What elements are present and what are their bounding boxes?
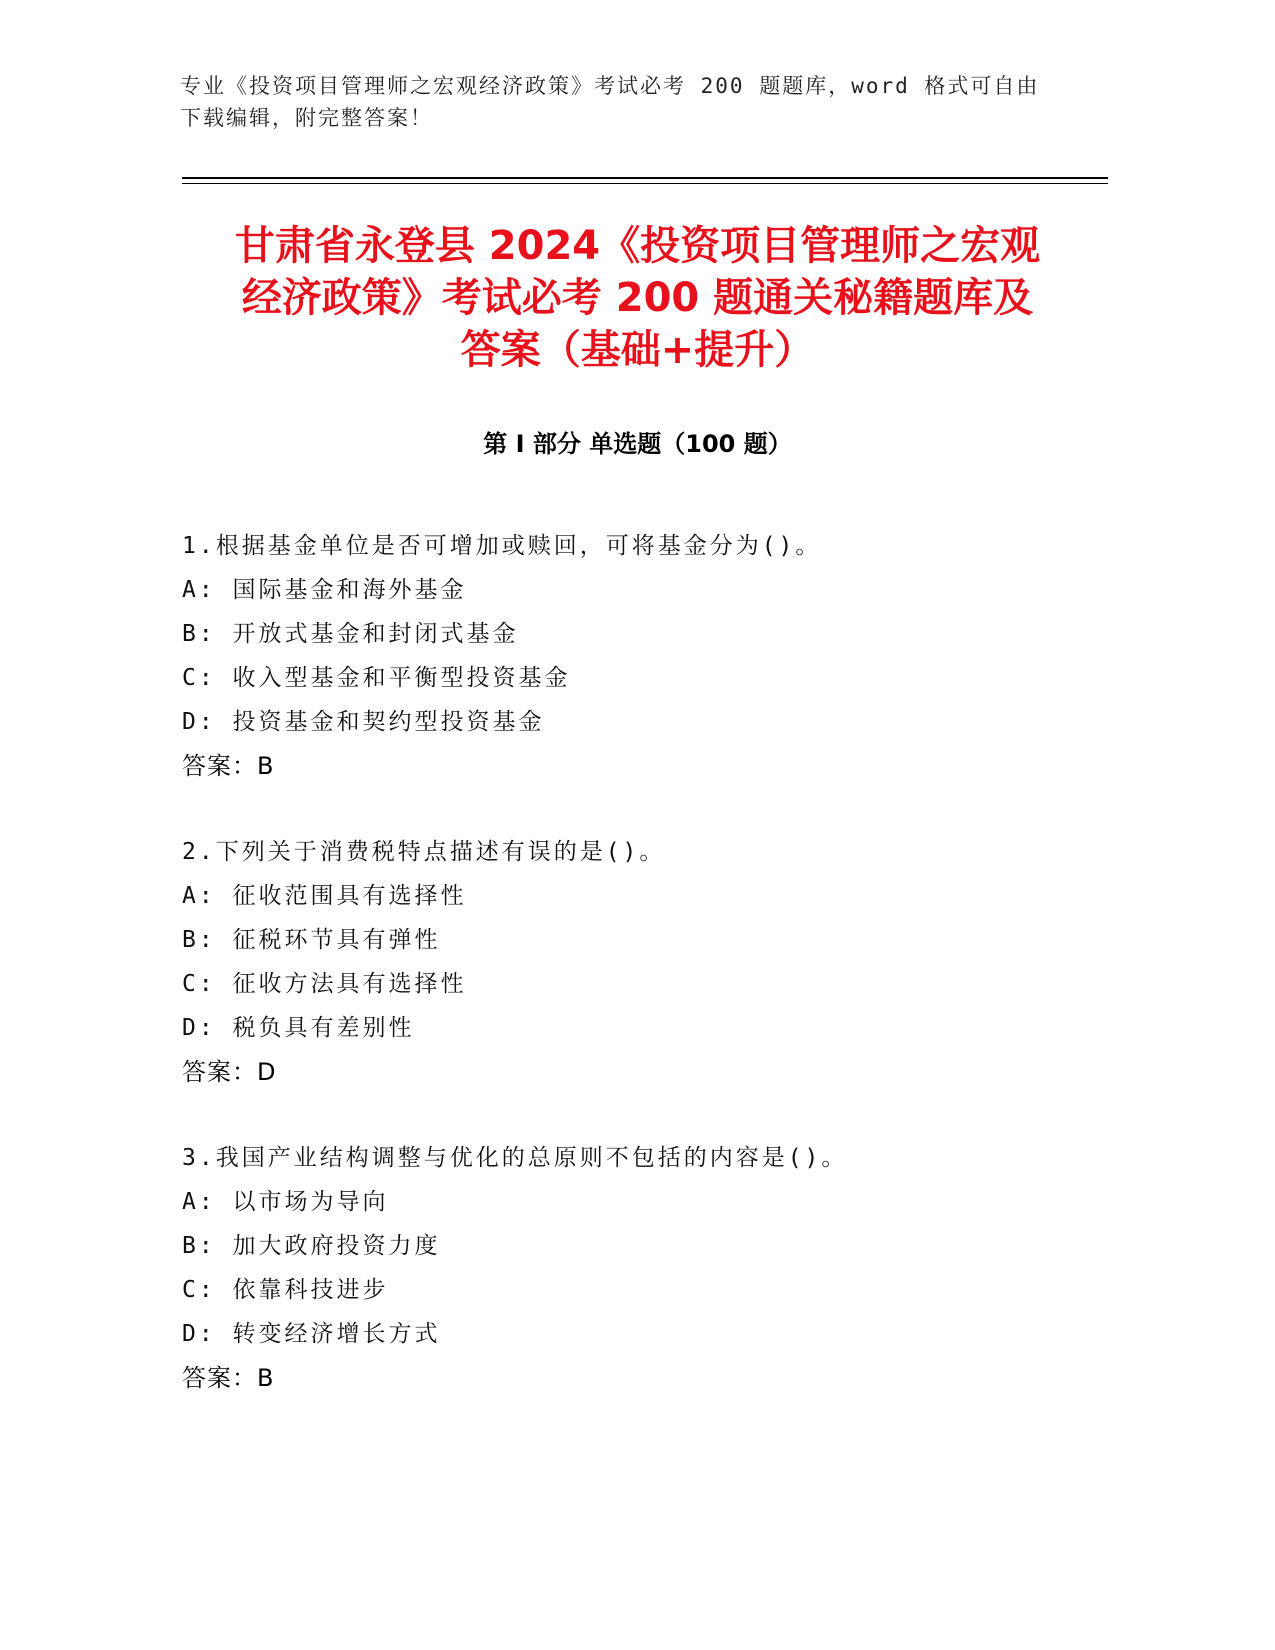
option-a: A: 征收范围具有选择性: [182, 883, 467, 909]
option-d: D: 税负具有差别性: [182, 1015, 415, 1041]
title-line-3: 答案（基础+提升）: [460, 327, 815, 373]
title-line-2: 经济政策》考试必考 200 题通关秘籍题库及: [241, 275, 1034, 321]
intro-line-1: 专业《投资项目管理师之宏观经济政策》考试必考 200 题题库，word 格式可自由: [180, 74, 1040, 98]
option-b: B: 加大政府投资力度: [182, 1233, 441, 1259]
document-title: [130, 220, 1145, 376]
answer-line: 答案：B: [182, 1364, 275, 1392]
option-a: A: 以市场为导向: [182, 1189, 389, 1215]
title-line-1: 甘肃省永登县 2024《投资项目管理师之宏观: [234, 223, 1041, 269]
option-c: C: 征收方法具有选择性: [182, 971, 467, 997]
answer-line: 答案：B: [182, 752, 275, 780]
question-stem: 2.下列关于消费税特点描述有误的是()。: [182, 839, 666, 865]
question-list: [182, 524, 1082, 1442]
header-divider-thick: [182, 177, 1108, 179]
header-divider-thin: [182, 183, 1108, 184]
question-item-2: [182, 830, 1082, 1094]
option-d: D: 转变经济增长方式: [182, 1321, 441, 1347]
section-heading: 第 I 部分 单选题（100 题）: [483, 430, 792, 458]
answer-line: 答案：D: [182, 1058, 277, 1086]
option-b: B: 开放式基金和封闭式基金: [182, 621, 519, 647]
question-stem: 1.根据基金单位是否可增加或赎回，可将基金分为()。: [182, 533, 822, 559]
option-d: D: 投资基金和契约型投资基金: [182, 709, 545, 735]
intro-line-2: 下载编辑，附完整答案！: [180, 106, 433, 130]
option-c: C: 收入型基金和平衡型投资基金: [182, 665, 571, 691]
option-a: A: 国际基金和海外基金: [182, 577, 467, 603]
option-c: C: 依靠科技进步: [182, 1277, 389, 1303]
question-stem: 3.我国产业结构调整与优化的总原则不包括的内容是()。: [182, 1145, 848, 1171]
intro-text: [180, 70, 1040, 134]
question-item-1: [182, 524, 1082, 788]
option-b: B: 征税环节具有弹性: [182, 927, 441, 953]
question-item-3: [182, 1136, 1082, 1400]
